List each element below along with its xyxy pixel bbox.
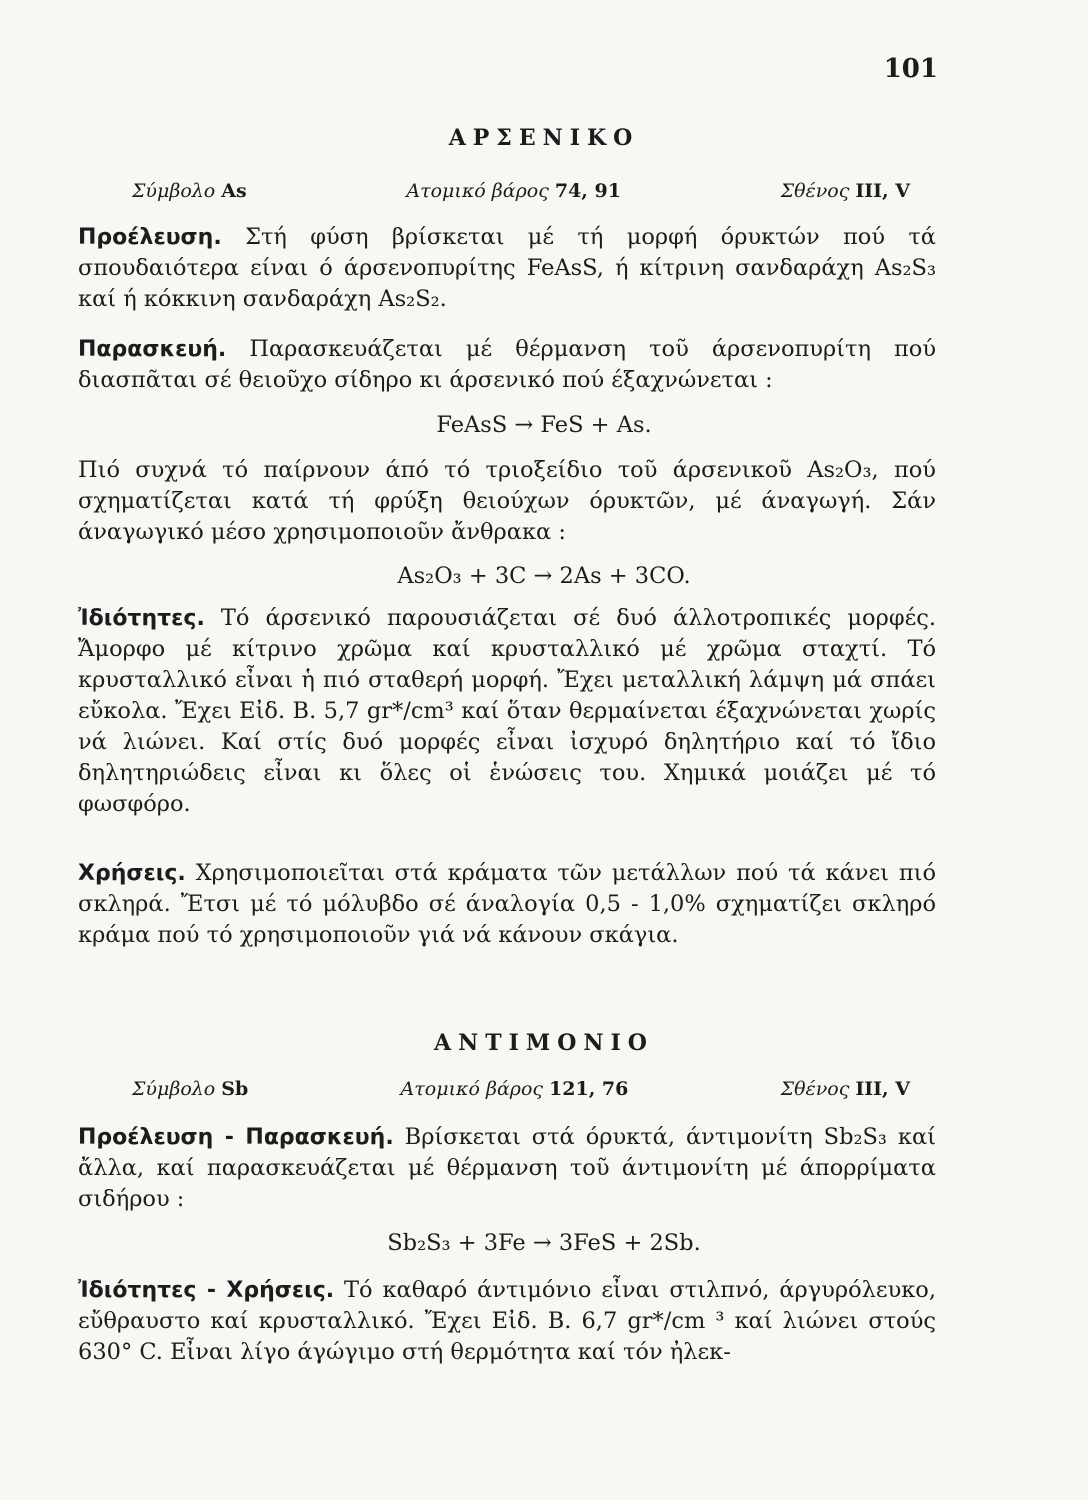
antimony-origin-heading: Προέλευση - Παρασκευή. <box>78 1125 394 1150</box>
antimony-origin-text: Βρίσκεται στά όρυκτά, άντιμονίτη Sb₂S₃ καί ἄλλα, καί παρασκευάζεται μέ θέρμανση τοῦ άντιμονίτη μέ άπορρίματα σιδήρου : <box>78 1124 936 1212</box>
arsenic-equation-2: As₂O₃ + 3C → 2As + 3CO. <box>397 563 691 589</box>
arsenic-properties-heading: Ἰδιότητες. <box>78 606 205 631</box>
antimony-origin-paragraph <box>78 1122 936 1215</box>
arsenic-weight: Ατομικό βάρος 74, 91 <box>406 180 621 202</box>
arsenic-preparation-heading: Παρασκευή. <box>78 337 227 362</box>
arsenic-valence: Σθένος III, V <box>780 180 910 202</box>
arsenic-properties-text: Τό άρσενικό παρουσιάζεται σέ δυό άλλοτροπικές μορφές. Ἄμορφο μέ κίτρινο χρῶμα καί κρυσταλλικό μέ χρῶμα σταχτί. Τό κρυσταλλικό εἶναι ἡ πιό σταθερή μορφή. Ἔχει μεταλλική λάμψη μά σπάει εὔκολα. Ἔχει Εἰδ. Β. 5,7 gr*/cm³ καί ὅταν θερμαίνεται έξαχνώνεται χωρίς νά λιώνει. Καί στίς δυό μορφές εἶναι ἰσχυρό δηλητήριο καί τό ἴδιο δηλητηριώδεις εἶναι κι ὅλες οἱ ἑνώσεις του. Χημικά μοιάζει μέ τό φωσφόρο. <box>78 605 936 817</box>
arsenic-origin-heading: Προέλευση. <box>78 225 222 250</box>
arsenic-preparation-text: Παρασκευάζεται μέ θέρμανση τοῦ άρσενοπυρίτη πού διασπᾶται σέ θειοῦχο σίδηρο κι άρσενικό πού έξαχνώνεται : <box>78 336 937 393</box>
antimony-properties-text: Τό καθαρό άντιμόνιο εἶναι στιλπνό, άργυρόλευκο, εὔθραυστο καί κρυσταλλικό. Ἔχει Εἰδ. Β. 6,7 gr*/cm ³ καί λιώνει στούς 630° C. Εἶναι λίγο άγώγιμο στή θερμότητα καί τόν ἠλεκ- <box>78 1277 937 1365</box>
antimony-valence: Σθένος III, V <box>780 1078 910 1100</box>
arsenic-uses-text: Χρησιμοποιεῖται στά κράματα τῶν μετάλλων πού τά κάνει πιό σκληρά. Ἔτσι μέ τό μόλυβδο σέ άναλογία 0,5 - 1,0% σχηματίζει σκληρό κράμα πού τό χρησιμοποιοῦν γιά νά κάνουν σκάγια. <box>78 860 936 948</box>
antimony-equation-1: Sb₂S₃ + 3Fe → 3FeS + 2Sb. <box>387 1230 701 1256</box>
arsenic-equation-1: FeAsS → FeS + As. <box>436 412 652 438</box>
arsenic-meta-row <box>132 180 910 202</box>
antimony-meta-row <box>132 1078 910 1100</box>
arsenic-symbol: Σύμβολο As <box>132 180 247 202</box>
arsenic-title: ΑΡΣΕΝΙΚΟ <box>448 125 640 151</box>
arsenic-uses-heading: Χρήσεις. <box>78 861 186 886</box>
arsenic-uses-paragraph <box>78 858 936 951</box>
antimony-symbol: Σύμβολο Sb <box>132 1078 249 1100</box>
page-number: 101 <box>883 54 938 84</box>
arsenic-properties-paragraph <box>78 603 936 820</box>
arsenic-preparation-paragraph <box>78 334 936 396</box>
arsenic-reduction-paragraph: Πιό συχνά τό παίρνουν άπό τό τριοξείδιο τοῦ άρσενικοῦ As₂O₃, πού σχηματίζεται κατά τή φρύξη θειούχων όρυκτῶν, μέ άναγωγή. Σάν άναγωγικό μέσο χρησιμοποιοῦν ἄνθρακα : <box>78 457 936 545</box>
arsenic-origin-text: Στή φύση βρίσκεται μέ τή μορφή όρυκτών πού τά σπουδαιότερα είναι ό άρσενοπυρίτης FeAsS, ή κίτρινη σανδαράχη As₂S₃ καί ή κόκκινη σανδαράχη As₂S₂. <box>78 224 937 312</box>
antimony-properties-heading: Ἰδιότητες - Χρήσεις. <box>78 1278 335 1303</box>
antimony-title: ΑΝΤΙΜΟΝΙΟ <box>434 1030 654 1056</box>
arsenic-origin-paragraph <box>78 222 936 315</box>
antimony-weight: Ατομικό βάρος 121, 76 <box>400 1078 629 1100</box>
antimony-properties-paragraph <box>78 1275 936 1368</box>
